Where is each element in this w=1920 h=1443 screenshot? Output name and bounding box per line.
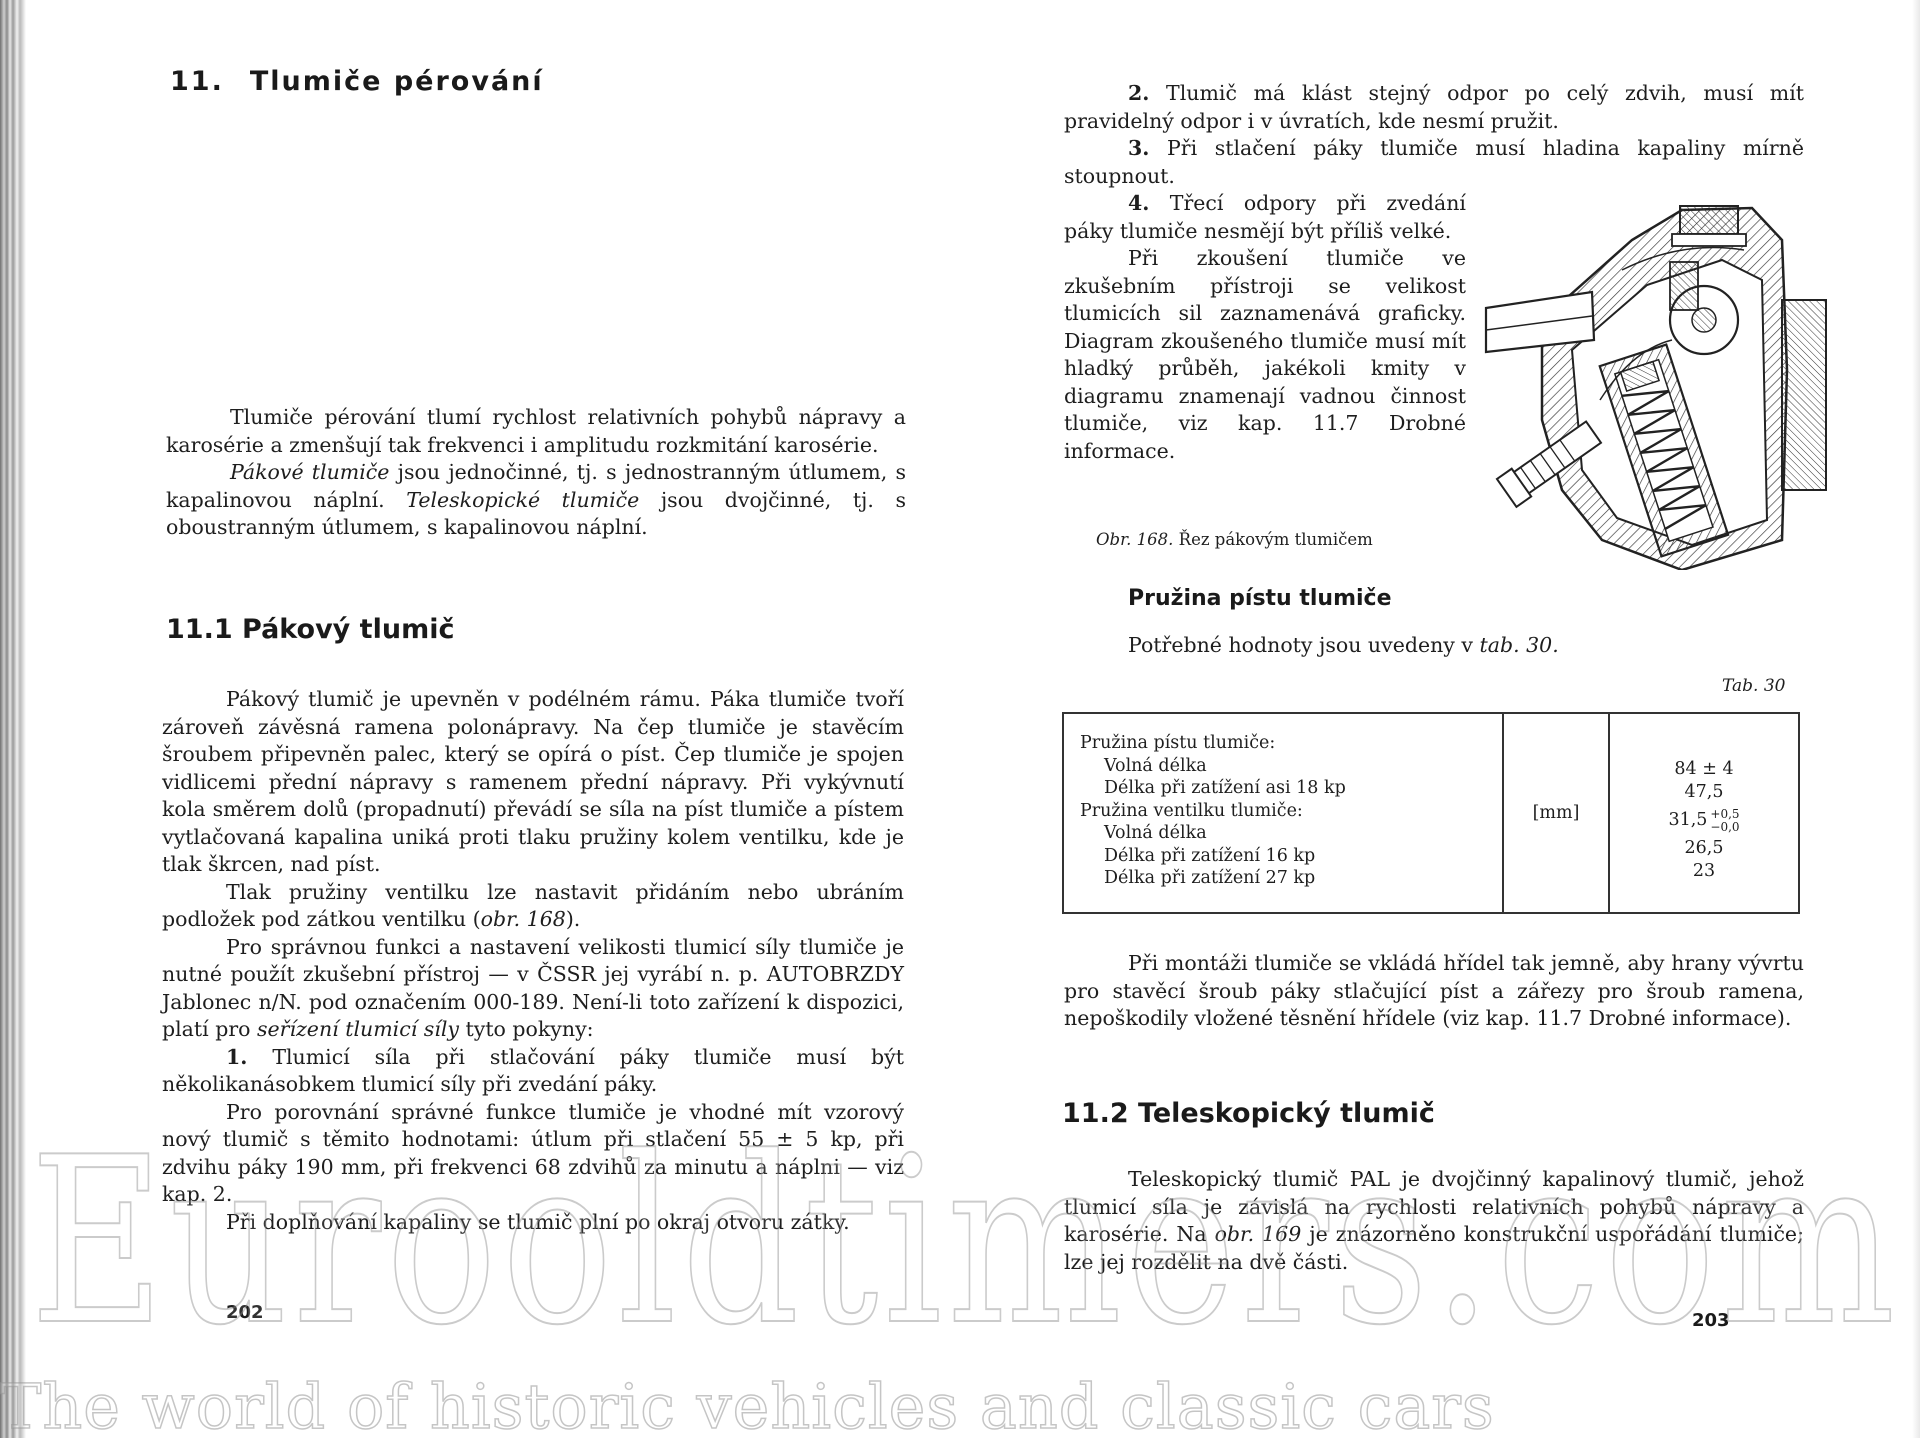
tolerance — [1710, 808, 1739, 834]
intro-paragraph-2 — [166, 459, 906, 542]
list-item-3-number: 3. — [1128, 136, 1150, 160]
list-item-4-number: 4. — [1128, 191, 1150, 215]
p3-start: Pro správnou funkci a nastavení velikosti tlumicí síly tlumiče je nutné použít zkušební přístroj — v ČSSR jej vyrábí n. p. AUTOBRZDY Jablonec n/N. pod označením 000-189. Není-li toto zařízení k dispozici, platí pro — [162, 934, 904, 1041]
table-label-row: Volná délka — [1104, 755, 1207, 776]
lever-dampers-term: Pákové tlumiče — [230, 460, 390, 484]
watermark-tagline: The world of historic vehicles and classic cars — [0, 1370, 1495, 1443]
list-item-3 — [1064, 135, 1804, 190]
table-reference-link: tab. 30. — [1479, 633, 1559, 657]
table-label-row: Pružina pístu tlumiče: — [1080, 733, 1276, 753]
table-label-row: Volná délka — [1104, 823, 1207, 843]
table-values-cell — [1609, 713, 1799, 913]
table-value: 31,5 — [1668, 810, 1708, 830]
figure-caption-text: Řez pákovým tlumičem — [1173, 530, 1373, 549]
p3-end: tyto pokyny: — [458, 1017, 594, 1041]
figure-caption-ref: Obr. 168. — [1096, 530, 1174, 549]
table-value: 26,5 — [1684, 838, 1724, 858]
list-item-4 — [1064, 190, 1466, 245]
list-item-2 — [1064, 80, 1804, 135]
section-title-11-1: 11.1 Pákový tlumič — [166, 614, 455, 645]
telescopic-dampers-term: Teleskopické tlumiče — [406, 487, 640, 512]
list-item-1 — [162, 1044, 904, 1099]
paragraph-refill: Při doplňování kapaliny se tlumič plní po okraj otvoru zátky. — [226, 1209, 850, 1234]
section-11-1-body — [162, 686, 904, 1236]
adjustment-term: seřízení tlumicí síly — [257, 1017, 459, 1041]
list-item-3-text: Při stlačení páky tlumiče musí hladina kapaliny mírně stoupnout. — [1064, 136, 1804, 188]
paragraph-lever-damper: Pákový tlumič je upevněn v podélném rámu. Páka tlumiče tvoří zároveň závěsná ramena polonápravy. Na čep tlumiče je stavěcím šroubem připevněn palec, který se opírá o píst. Čep tlumiče je spojen vidlicemi přední nápravy s ramenem přední nápravy. Při vykývnutí kola směrem dolů (propadnutí) převádí se síla na píst tlumiče a pístem vytlačovaná kapalina uniká proti tlaku pružiny kolem ventilku, kde je tlak škrcen, nad píst. — [162, 687, 904, 876]
list-item-2-number: 2. — [1128, 81, 1150, 105]
paragraph-test-diagram: Při zkoušení tlumiče ve zkušebním přístroji se velikost tlumicích sil zaznamenává graficky. Diagram zkoušeného tlumiče musí mít hladký průběh, jakékoli kmity v diagramu znamenají vadnou činnost tlumiče, viz kap. 11.7 Drobné informace. — [1064, 246, 1466, 463]
tolerance-upper: +0,5 — [1710, 806, 1740, 821]
chapter-title-text: Tlumiče pérování — [249, 66, 544, 97]
table-unit-cell: [mm] — [1503, 713, 1609, 913]
page-number-right: 203 — [1692, 1310, 1730, 1331]
intro-p2-mid: jsou jednočinné, tj. s jednostranným útlumem, s kapalinovou náplní. — [166, 460, 906, 512]
list-item-2-text: Tlumič má klást stejný odpor po celý zdvih, musí mít pravidelný odpor i v úvratích, kde nesmí pružit. — [1064, 81, 1804, 133]
p-tele-end: je znázorněno konstrukční uspořádání tlumiče; lze jej rozdělit na dvě části. — [1064, 1222, 1804, 1274]
table-label: Tab. 30 — [1722, 676, 1786, 696]
paragraph-test-device — [162, 934, 904, 1044]
table-labels-cell — [1063, 713, 1503, 913]
paragraph-valve-spring — [162, 879, 904, 934]
intro-p2-end: jsou dvojčinné, tj. s oboustranným útlumem, s kapalinovou náplní. — [166, 487, 906, 539]
table-value: 47,5 — [1684, 781, 1724, 802]
table-value: 84 ± 4 — [1674, 759, 1734, 779]
chapter-title — [170, 66, 544, 97]
figure-caption — [1096, 530, 1373, 549]
table-value: 23 — [1692, 860, 1716, 881]
mounting-text — [1064, 950, 1804, 1033]
table-label-row: Délka při zatížení 16 kp — [1104, 845, 1316, 866]
list-item-1-text: Tlumicí síla při stlačování páky tlumiče musí být několikanásobkem tlumicí síly při zvedání páky. — [162, 1044, 904, 1096]
spring-specification-table — [1062, 712, 1800, 914]
watermark-logo-text: Eurooldtimers.com — [30, 1136, 1900, 1346]
criteria-list-top — [1064, 80, 1804, 190]
intro-text — [166, 404, 906, 542]
page-edge — [1912, 0, 1920, 1438]
figure-reference: obr. 168 — [480, 907, 566, 931]
list-item-4-text: Třecí odpory při zvedání páky tlumiče nesmějí být příliš velké. — [1064, 191, 1466, 243]
criteria-list-side — [1064, 190, 1466, 465]
figure-169-reference: obr. 169 — [1214, 1222, 1302, 1246]
table-label-row: Délka při zatížení asi 18 kp — [1104, 778, 1346, 798]
table-label-row: Pružina ventilku tlumiče: — [1080, 800, 1303, 821]
list-item-1-number: 1. — [226, 1044, 248, 1069]
paragraph-reference-values: Pro porovnání správné funkce tlumiče je vhodné mít vzorový nový tlumič s těmito hodnotami: útlum při stlačení 55 ± 5 kp, při zdvihu páky 190 mm, při frekvenci 68 zdvihů za minutu a náplni — viz kap. 2. — [162, 1099, 904, 1206]
book-spine-shadow — [0, 0, 26, 1438]
p2-start: Tlak pružiny ventilku lze nastavit přidáním nebo ubráním podložek pod zátkou ventilku ( — [162, 879, 904, 931]
table-row — [1063, 713, 1799, 913]
left-page — [160, 0, 910, 1438]
subsection-title-piston-spring: Pružina pístu tlumiče — [1128, 586, 1392, 611]
section-11-2-body — [1064, 1166, 1804, 1276]
section-title-11-2: 11.2 Teleskopický tlumič — [1062, 1098, 1435, 1129]
paragraph-mounting: Při montáži tlumiče se vkládá hřídel tak jemně, aby hrany vývrtu pro stavěcí šroub páky stlačující píst a zářezy pro šroub ramena, nepoškodily vložené těsnění hřídele (viz kap. 11.7 Drobné informace). — [1064, 951, 1804, 1030]
paragraph-telescopic — [1064, 1166, 1804, 1276]
intro-paragraph-1: Tlumiče pérování tlumí rychlost relativních pohybů nápravy a karosérie a zmenšují tak frekvenci i amplitudu rozkmitání karosérie. — [166, 405, 906, 457]
tolerance-lower: −0,0 — [1710, 819, 1740, 834]
chapter-number: 11. — [170, 66, 224, 97]
table-label-row: Délka při zatížení 27 kp — [1104, 868, 1316, 888]
p-tele-start: Teleskopický tlumič PAL je dvojčinný kapalinový tlumič, jehož tlumicí síla je závislá na rychlosti relativních pohybů nápravy a karosérie. Na — [1064, 1167, 1804, 1246]
table-reference-text — [1128, 632, 1559, 660]
p2-end: ). — [565, 907, 581, 931]
damper-cross-section-figure — [1482, 200, 1842, 570]
table-value-with-tolerance — [1610, 803, 1798, 837]
table-reference-start: Potřebné hodnoty jsou uvedeny v — [1128, 633, 1480, 657]
page-number-left: 202 — [226, 1302, 264, 1323]
right-page — [1062, 0, 1812, 1438]
